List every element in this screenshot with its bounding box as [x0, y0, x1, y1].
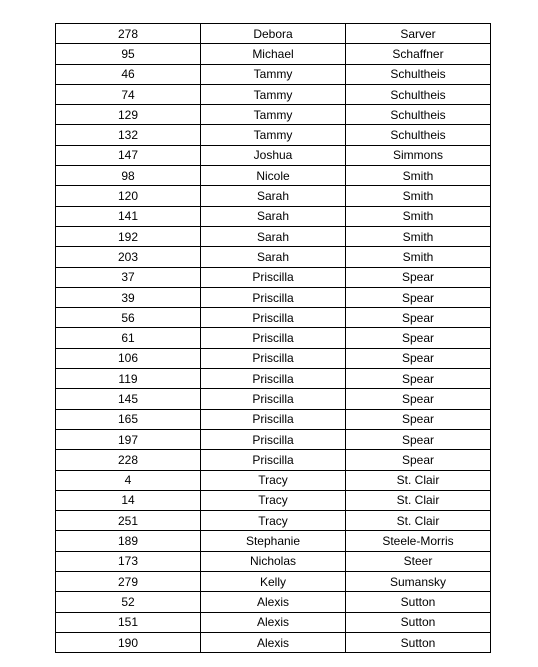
first-name-cell: Sarah: [201, 247, 346, 267]
table-row: [56, 206, 491, 226]
table-row: [56, 632, 491, 652]
id-cell: 151: [56, 612, 201, 632]
id-cell: 147: [56, 145, 201, 165]
id-cell: 279: [56, 572, 201, 592]
last-name-cell: Schultheis: [346, 84, 491, 104]
id-cell: 203: [56, 247, 201, 267]
table-row: [56, 308, 491, 328]
id-cell: 4: [56, 470, 201, 490]
table-row: [56, 105, 491, 125]
table-row: [56, 287, 491, 307]
last-name-cell: Spear: [346, 348, 491, 368]
table-row: [56, 531, 491, 551]
last-name-cell: Spear: [346, 328, 491, 348]
last-name-cell: Sarver: [346, 24, 491, 44]
table-row: [56, 226, 491, 246]
first-name-cell: Stephanie: [201, 531, 346, 551]
last-name-cell: Schultheis: [346, 64, 491, 84]
last-name-cell: Smith: [346, 186, 491, 206]
last-name-cell: Spear: [346, 267, 491, 287]
table-row: [56, 429, 491, 449]
first-name-cell: Sarah: [201, 226, 346, 246]
last-name-cell: Spear: [346, 389, 491, 409]
id-cell: 56: [56, 308, 201, 328]
first-name-cell: Tammy: [201, 84, 346, 104]
id-cell: 14: [56, 490, 201, 510]
last-name-cell: Schaffner: [346, 44, 491, 64]
first-name-cell: Joshua: [201, 145, 346, 165]
table-row: [56, 409, 491, 429]
id-cell: 251: [56, 511, 201, 531]
id-cell: 39: [56, 287, 201, 307]
table-row: [56, 145, 491, 165]
table-row: [56, 64, 491, 84]
id-cell: 141: [56, 206, 201, 226]
table-row: [56, 592, 491, 612]
first-name-cell: Tammy: [201, 125, 346, 145]
id-cell: 74: [56, 84, 201, 104]
id-cell: 173: [56, 551, 201, 571]
first-name-cell: Alexis: [201, 632, 346, 652]
table-row: [56, 247, 491, 267]
first-name-cell: Michael: [201, 44, 346, 64]
table-row: [56, 267, 491, 287]
table-row: [56, 44, 491, 64]
table-row: [56, 612, 491, 632]
id-cell: 228: [56, 450, 201, 470]
id-cell: 37: [56, 267, 201, 287]
first-name-cell: Alexis: [201, 592, 346, 612]
last-name-cell: St. Clair: [346, 511, 491, 531]
first-name-cell: Priscilla: [201, 308, 346, 328]
id-cell: 132: [56, 125, 201, 145]
id-cell: 278: [56, 24, 201, 44]
first-name-cell: Nicholas: [201, 551, 346, 571]
last-name-cell: Sutton: [346, 592, 491, 612]
table-row: [56, 389, 491, 409]
last-name-cell: Spear: [346, 308, 491, 328]
last-name-cell: Steer: [346, 551, 491, 571]
first-name-cell: Priscilla: [201, 328, 346, 348]
table-row: [56, 369, 491, 389]
last-name-cell: Schultheis: [346, 125, 491, 145]
first-name-cell: Priscilla: [201, 409, 346, 429]
table-row: [56, 348, 491, 368]
table-row: [56, 450, 491, 470]
table-row: [56, 551, 491, 571]
first-name-cell: Tammy: [201, 64, 346, 84]
roster-table: [55, 23, 491, 653]
last-name-cell: Spear: [346, 429, 491, 449]
last-name-cell: Schultheis: [346, 105, 491, 125]
id-cell: 119: [56, 369, 201, 389]
table-row: [56, 572, 491, 592]
last-name-cell: Steele-Morris: [346, 531, 491, 551]
last-name-cell: Spear: [346, 409, 491, 429]
id-cell: 192: [56, 226, 201, 246]
first-name-cell: Priscilla: [201, 348, 346, 368]
last-name-cell: Spear: [346, 369, 491, 389]
id-cell: 95: [56, 44, 201, 64]
first-name-cell: Alexis: [201, 612, 346, 632]
id-cell: 145: [56, 389, 201, 409]
table-row: [56, 166, 491, 186]
first-name-cell: Priscilla: [201, 287, 346, 307]
first-name-cell: Priscilla: [201, 267, 346, 287]
last-name-cell: Smith: [346, 247, 491, 267]
table-row: [56, 84, 491, 104]
id-cell: 165: [56, 409, 201, 429]
last-name-cell: Simmons: [346, 145, 491, 165]
first-name-cell: Priscilla: [201, 450, 346, 470]
id-cell: 98: [56, 166, 201, 186]
last-name-cell: Sumansky: [346, 572, 491, 592]
table-row: [56, 490, 491, 510]
first-name-cell: Priscilla: [201, 369, 346, 389]
last-name-cell: St. Clair: [346, 470, 491, 490]
id-cell: 46: [56, 64, 201, 84]
table-row: [56, 186, 491, 206]
first-name-cell: Sarah: [201, 206, 346, 226]
last-name-cell: Smith: [346, 166, 491, 186]
id-cell: 52: [56, 592, 201, 612]
table-row: [56, 470, 491, 490]
first-name-cell: Sarah: [201, 186, 346, 206]
table-row: [56, 328, 491, 348]
last-name-cell: Spear: [346, 287, 491, 307]
id-cell: 106: [56, 348, 201, 368]
first-name-cell: Tracy: [201, 490, 346, 510]
first-name-cell: Kelly: [201, 572, 346, 592]
last-name-cell: Spear: [346, 450, 491, 470]
id-cell: 120: [56, 186, 201, 206]
id-cell: 61: [56, 328, 201, 348]
first-name-cell: Priscilla: [201, 429, 346, 449]
first-name-cell: Tammy: [201, 105, 346, 125]
id-cell: 190: [56, 632, 201, 652]
id-cell: 129: [56, 105, 201, 125]
first-name-cell: Debora: [201, 24, 346, 44]
last-name-cell: St. Clair: [346, 490, 491, 510]
id-cell: 197: [56, 429, 201, 449]
last-name-cell: Smith: [346, 226, 491, 246]
first-name-cell: Nicole: [201, 166, 346, 186]
last-name-cell: Sutton: [346, 632, 491, 652]
table-row: [56, 24, 491, 44]
first-name-cell: Priscilla: [201, 389, 346, 409]
table-row: [56, 125, 491, 145]
last-name-cell: Smith: [346, 206, 491, 226]
first-name-cell: Tracy: [201, 470, 346, 490]
last-name-cell: Sutton: [346, 612, 491, 632]
table-row: [56, 511, 491, 531]
id-cell: 189: [56, 531, 201, 551]
first-name-cell: Tracy: [201, 511, 346, 531]
roster-table-body: [56, 24, 491, 653]
